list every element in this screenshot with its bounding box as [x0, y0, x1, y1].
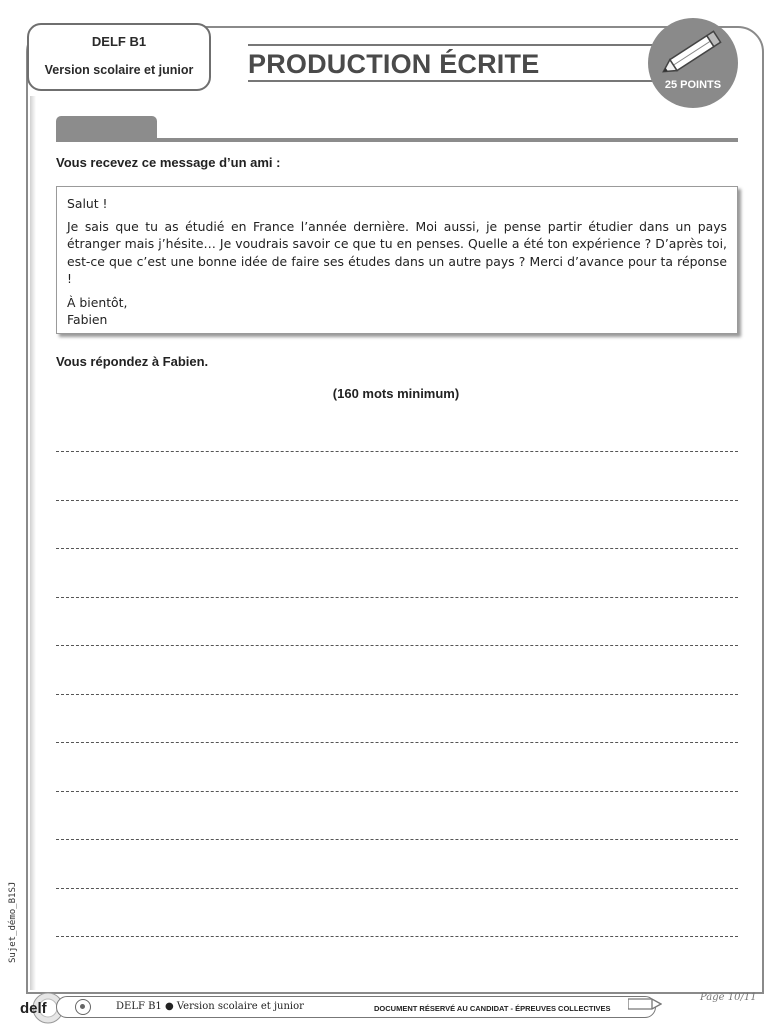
- exam-header-box: [27, 23, 211, 91]
- instruction-receive: Vous recevez ce message d’un ami :: [56, 155, 281, 170]
- exam-level: DELF B1: [91, 34, 147, 49]
- message-signature: Fabien: [67, 312, 108, 327]
- section-tab: [56, 116, 157, 140]
- answer-line[interactable]: [56, 500, 738, 501]
- message-greeting: Salut !: [67, 196, 108, 211]
- footer-notice: DOCUMENT RÉSERVÉ AU CANDIDAT - ÉPREUVES COLLECTIVES: [374, 1004, 611, 1013]
- page-title: PRODUCTION ÉCRITE: [248, 49, 540, 79]
- subject-id: Sujet_démo_B1SJ: [8, 881, 18, 963]
- points-label: 25 POINTS: [664, 79, 722, 91]
- answer-line[interactable]: [56, 888, 738, 889]
- instruction-reply: Vous répondez à Fabien.: [56, 354, 209, 369]
- answer-line[interactable]: [56, 548, 738, 549]
- footer-exam-label: DELF B1 ● Version scolaire et junior: [116, 1001, 304, 1012]
- answer-line[interactable]: [56, 839, 738, 840]
- answer-line[interactable]: [56, 694, 738, 695]
- logo-text: delf: [20, 1000, 47, 1017]
- title-rule-bottom: [248, 80, 658, 82]
- answer-line[interactable]: [56, 645, 738, 646]
- title-rule-top: [248, 44, 658, 46]
- exam-version: Version scolaire et junior: [44, 63, 194, 77]
- friend-message-box: [56, 186, 738, 334]
- section-rule: [56, 138, 738, 142]
- footer-bullet-icon: [75, 999, 91, 1015]
- footer-pencil-icon: [628, 996, 662, 1012]
- page-frame: [26, 26, 764, 994]
- points-badge: [648, 18, 738, 108]
- message-closing: À bientôt,: [67, 294, 128, 310]
- frame-shadow: [30, 96, 36, 990]
- answer-line[interactable]: [56, 451, 738, 452]
- answer-line[interactable]: [56, 936, 738, 937]
- answer-line[interactable]: [56, 742, 738, 743]
- answer-line[interactable]: [56, 791, 738, 792]
- answer-line[interactable]: [56, 597, 738, 598]
- message-body: Je sais que tu as étudié en France l’année dernière. Moi aussi, je pense partir étudier dans un pays étranger mais j’hésite… Je voudrais savoir ce que tu en penses. Quelle a été ton expérience ? D’après toi, est-ce que c’est une bonne idée de faire ses études dans un autre pays ? Merci d’avance pour ta réponse !: [67, 218, 727, 286]
- instruction-min-words: (160 mots minimum): [332, 386, 460, 401]
- pencil-icon: [656, 24, 730, 82]
- page-number: Page 10/11: [700, 992, 757, 1003]
